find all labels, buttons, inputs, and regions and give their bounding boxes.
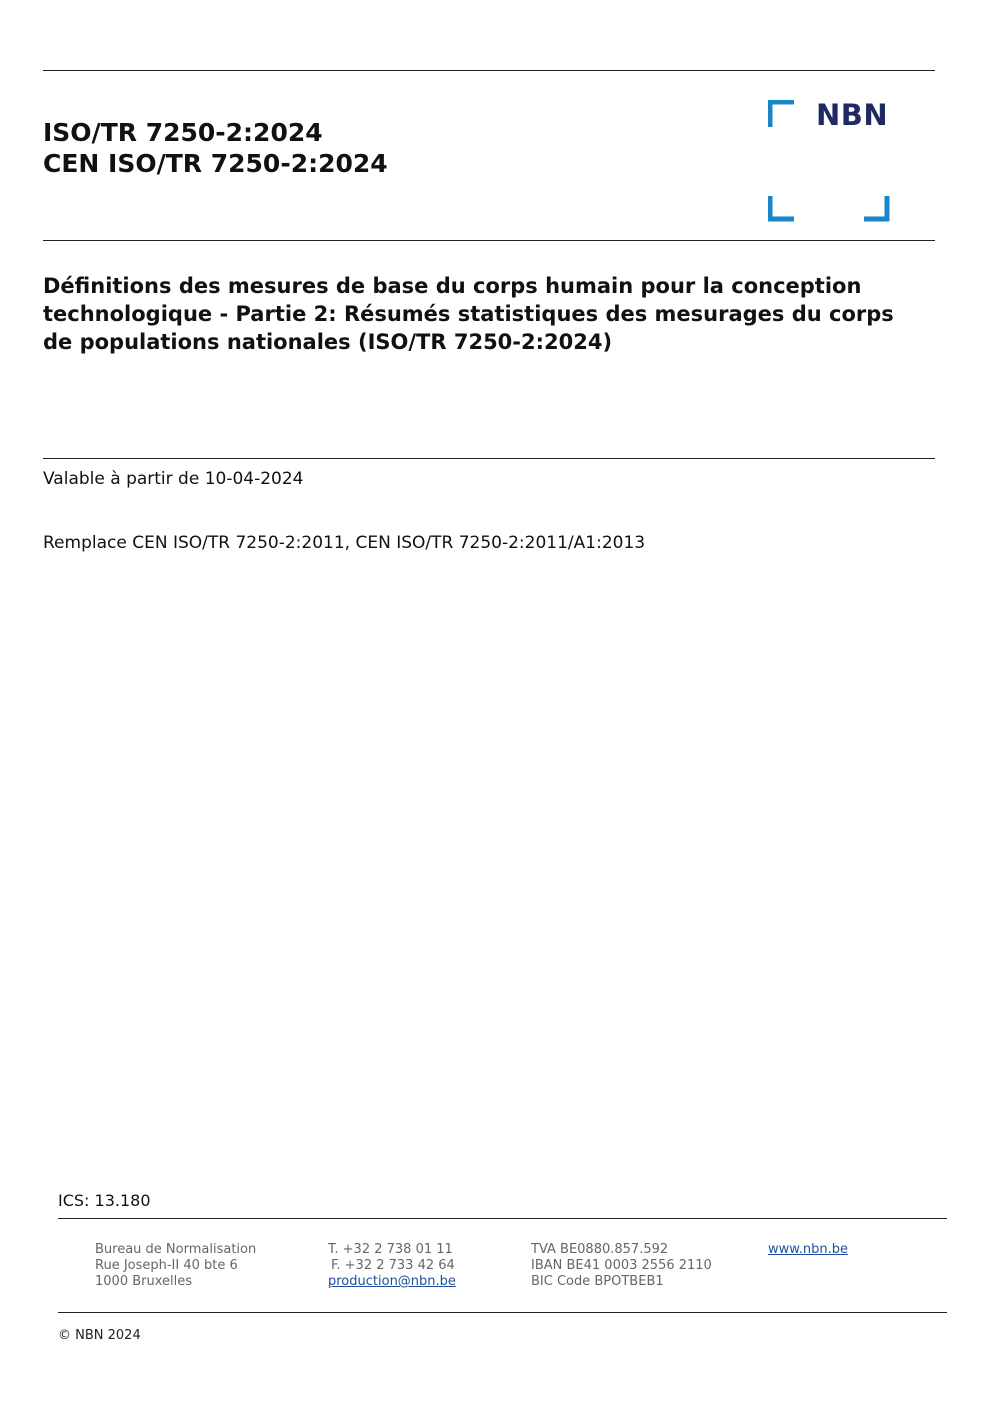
- address-line-2: Rue Joseph-II 40 bte 6: [95, 1258, 238, 1273]
- validity-date: Valable à partir de 10-04-2024: [43, 469, 304, 489]
- website-link[interactable]: www.nbn.be: [768, 1242, 848, 1257]
- vat-number: TVA BE0880.857.592: [531, 1242, 669, 1257]
- title-divider: [43, 458, 935, 459]
- header-divider: [43, 240, 935, 241]
- standard-numbers: [43, 117, 388, 179]
- replaces-info: Remplace CEN ISO/TR 7250-2:2011, CEN ISO/TR 7250-2:2011/A1:2013: [43, 533, 646, 553]
- phone-number: T. +32 2 738 01 11: [328, 1242, 453, 1257]
- footer-contact: [328, 1242, 456, 1290]
- address-line-1: Bureau de Normalisation: [95, 1242, 257, 1257]
- ics-code: ICS: 13.180: [58, 1191, 151, 1210]
- footer-top-divider: [58, 1218, 947, 1219]
- email-link[interactable]: production@nbn.be: [328, 1274, 456, 1289]
- copyright-notice: © NBN 2024: [58, 1328, 141, 1343]
- footer-address: [95, 1242, 256, 1290]
- top-divider: [43, 70, 935, 71]
- footer-website: [768, 1242, 848, 1258]
- nbn-logo: [768, 100, 890, 222]
- iso-number: ISO/TR 7250-2:2024: [43, 118, 323, 147]
- cen-number: CEN ISO/TR 7250-2:2024: [43, 149, 388, 178]
- footer-banking: [531, 1242, 712, 1290]
- address-line-3: 1000 Bruxelles: [95, 1274, 193, 1289]
- bic-code: BIC Code BPOTBEB1: [531, 1274, 664, 1289]
- fax-number: F. +32 2 733 42 64: [331, 1258, 455, 1273]
- iban-number: IBAN BE41 0003 2556 2110: [531, 1258, 712, 1273]
- footer-bottom-divider: [58, 1312, 947, 1313]
- document-title: Définitions des mesures de base du corps humain pour la conception technologique - Partie 2: Résumés statistiques des mesurages du corps de populations nationales (ISO/TR 7250-2:2024): [43, 274, 894, 354]
- logo-text: NBN: [816, 98, 889, 132]
